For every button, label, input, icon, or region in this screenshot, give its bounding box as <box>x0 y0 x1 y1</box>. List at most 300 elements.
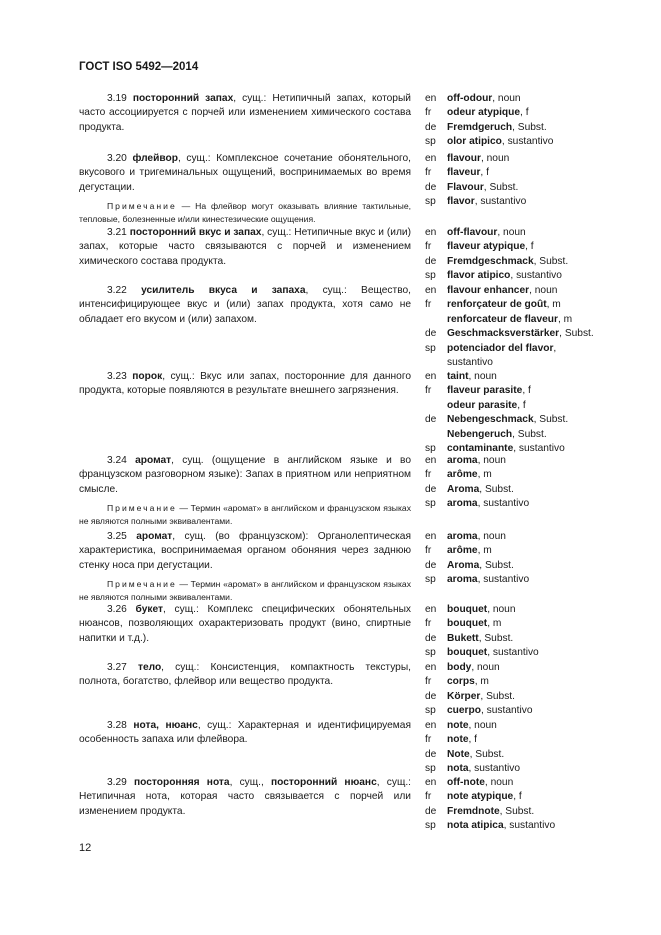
language-code: de <box>425 181 437 193</box>
definition-text: , m <box>477 469 492 481</box>
term-bold: bouquet <box>447 647 488 659</box>
definition-paragraph <box>79 370 411 399</box>
definition-text: , сущ.: Комплексное сочетание обонятельного, вкусового и тригеминальных ощущений, воспринимаемых во время дегустации. <box>79 153 411 193</box>
definition-text: , noun <box>477 531 506 542</box>
definition-text: , noun <box>468 720 497 731</box>
translation-row-en <box>425 661 595 675</box>
definition-text: , Subst. <box>533 414 569 426</box>
term-bold: contaminante <box>447 443 514 455</box>
term-bold: arôme <box>447 545 478 557</box>
note-paragraph <box>79 200 411 226</box>
entry-number: 3.21 <box>107 227 127 238</box>
translation-row-de <box>425 748 595 762</box>
term-bold: flavor atipico <box>447 270 511 282</box>
definition-paragraph <box>79 719 411 748</box>
language-code: de <box>425 414 437 426</box>
definition-text: , сущ.: Характерная и идентифицируемая особенность запаха или флейвора. <box>79 720 411 746</box>
translation-term <box>447 152 595 166</box>
language-code: de <box>425 690 437 702</box>
translation-term <box>447 559 595 573</box>
translation-term <box>447 573 595 587</box>
translation-row-fr <box>425 166 595 180</box>
term-bold: посторонний нюанс <box>270 777 377 788</box>
translation-term <box>447 719 595 733</box>
language-code: sp <box>425 498 436 510</box>
term-bold: flaveur <box>447 167 481 179</box>
definition-paragraph <box>79 530 411 573</box>
definition-text: , f <box>468 734 478 746</box>
translation-term <box>447 327 595 341</box>
term-bold: Aroma <box>447 559 480 571</box>
language-code: sp <box>425 342 436 354</box>
language-code: fr <box>425 241 432 253</box>
term-bold: nota <box>447 763 469 775</box>
translation-term <box>447 284 595 298</box>
language-code: en <box>425 371 437 382</box>
translation-term <box>447 342 595 356</box>
translation-row-en <box>425 776 595 790</box>
term-bold: нота, нюанс <box>133 720 198 731</box>
definition-text: , sustantivo <box>477 574 530 586</box>
note-label: Примечание <box>107 503 177 514</box>
term-bold: off-flavour <box>447 227 498 238</box>
translation-term <box>447 748 595 762</box>
entry-3-19 <box>79 92 411 135</box>
translation-row-sp <box>425 356 595 370</box>
note-label: Примечание <box>107 579 177 590</box>
translation-term <box>447 790 595 804</box>
translation-row-fr <box>425 240 595 254</box>
language-code: sp <box>425 647 436 659</box>
language-code: de <box>425 255 437 267</box>
definition-paragraph <box>79 603 411 646</box>
language-code: fr <box>425 385 432 397</box>
translation-row-sp <box>425 819 595 833</box>
term-bold: note <box>447 720 469 731</box>
term-translations <box>425 776 595 834</box>
translation-row-de <box>425 121 595 135</box>
definition-text: , сущ.: Нетипичные вкус и (или) запах, которые часто связываются с порчей и изменением химического состава продукта. <box>79 227 411 267</box>
translation-row-fr <box>425 790 595 804</box>
translation-row-fr <box>425 733 595 747</box>
definition-text: sustantivo <box>447 357 493 369</box>
term-bold: off-odour <box>447 93 493 104</box>
term-translations <box>425 603 595 661</box>
language-code: en <box>425 93 437 104</box>
definition-text: , sustantivo <box>480 705 533 717</box>
language-code: en <box>425 531 437 542</box>
translation-row-fr <box>425 298 595 312</box>
translation-term <box>447 413 595 427</box>
definition-paragraph <box>79 776 411 819</box>
translation-row-de <box>425 805 595 819</box>
term-bold: cuerpo <box>447 705 481 717</box>
definition-paragraph <box>79 152 411 195</box>
definition-text: , m <box>557 313 573 325</box>
term-bold: aroma <box>447 455 478 466</box>
definition-text: , сущ.: Вкус или запах, посторонние для данного продукта, которые появляются в результате внешнего загрязнения. <box>79 371 411 397</box>
term-bold: aroma <box>447 531 478 542</box>
term-bold: аромат <box>136 531 173 542</box>
definition-text: , sustantivo <box>468 763 521 775</box>
translation-term <box>447 356 595 370</box>
definition-text: , sustantivo <box>510 270 562 282</box>
entry-number: 3.20 <box>107 153 127 164</box>
term-bold: odeur atypique <box>447 107 521 119</box>
definition-text: , сущ.: Нетипичная нота, которая часто связывается с порчей или изменением продукта. <box>79 777 411 817</box>
translation-row-de <box>425 255 595 269</box>
note-label: Примечание <box>107 201 177 212</box>
translation-row-fr <box>425 468 595 482</box>
definition-text: , сущ. (ощущение в английском языке и во французском разговорном языке): Запах в приятном или неприятном смысле. <box>79 455 411 495</box>
translation-term <box>447 819 595 833</box>
definition-text: , Subst. <box>478 632 514 644</box>
language-code: fr <box>425 734 432 746</box>
translation-row-en <box>425 226 595 240</box>
language-code: en <box>425 285 437 296</box>
note-text: — Термин «аромат» в английском и французском языках не являются полными эквивалентами. <box>79 579 411 603</box>
translation-row-de <box>425 327 595 341</box>
term-bold: aroma <box>447 574 478 586</box>
term-bold: note atypique <box>447 791 514 803</box>
term-bold: corps <box>447 676 475 688</box>
translation-term <box>447 454 595 468</box>
document-header: ГОСТ ISO 5492—2014 <box>79 61 199 73</box>
translation-row-fr <box>425 313 595 327</box>
term-translations <box>425 226 595 284</box>
term-bold: flaveur parasite <box>447 385 523 397</box>
translation-term <box>447 255 595 269</box>
entry-number: 3.29 <box>107 777 127 788</box>
translation-row-fr <box>425 675 595 689</box>
entry-number: 3.19 <box>107 93 127 104</box>
definition-text: , Subst. <box>479 483 514 495</box>
language-code: en <box>425 662 437 673</box>
definition-text: , f <box>522 385 531 397</box>
translation-term <box>447 661 595 675</box>
language-code: sp <box>425 820 436 832</box>
term-bold: Aroma <box>447 483 480 495</box>
definition-text: , f <box>517 399 526 411</box>
translation-row-fr <box>425 399 595 413</box>
language-code: fr <box>425 469 432 481</box>
translation-row-de <box>425 690 595 704</box>
term-translations <box>425 92 595 150</box>
term-bold: arôme <box>447 469 478 481</box>
translation-term <box>447 181 595 195</box>
term-bold: off-note <box>447 777 485 788</box>
definition-text: , noun <box>529 285 558 296</box>
term-bold: посторонний запах <box>132 93 234 104</box>
language-code: de <box>425 632 437 644</box>
note-text: — На флейвор могут оказывать влияние тактильные, тепловые, болезненные и/или кинестезические ощущения. <box>79 201 412 225</box>
translation-row-en <box>425 530 595 544</box>
entry-3-27 <box>79 661 411 690</box>
language-code: sp <box>425 763 436 775</box>
language-code: de <box>425 483 437 495</box>
definition-text: , сущ.: Вещество, интенсифицирующее вкус и (или) запах продукта, хотя само не обладает его вкусом и (или) запахом. <box>79 285 411 325</box>
translation-term <box>447 195 595 209</box>
term-bold: body <box>447 662 472 673</box>
translation-term <box>447 603 595 617</box>
term-bold: Geschmacksverstärker <box>447 328 560 340</box>
term-bold: Fremdgeruch <box>447 121 513 133</box>
language-code: fr <box>425 791 432 803</box>
language-code: en <box>425 455 437 466</box>
translation-term <box>447 226 595 240</box>
definition-text: , сущ.: Комплекс специфических обонятельных нюансов, позволяющих охарактеризовать продукт (вино, спиртные напитки и т.д.). <box>79 604 411 644</box>
term-bold: nota atipica <box>447 820 504 832</box>
translation-term <box>447 428 595 442</box>
entry-3-21 <box>79 226 411 269</box>
definition-text: , Subst. <box>479 559 514 571</box>
entry-3-28 <box>79 719 411 748</box>
definition-text: , noun <box>477 455 506 466</box>
translation-row-sp <box>425 704 595 718</box>
definition-paragraph <box>79 226 411 269</box>
entry-number: 3.22 <box>107 285 127 296</box>
translation-row-fr <box>425 617 595 631</box>
language-code: sp <box>425 136 436 148</box>
term-bold: букет <box>135 604 163 615</box>
definition-text: , sustantivo <box>503 820 556 832</box>
translation-row-en <box>425 719 595 733</box>
language-code: en <box>425 604 437 615</box>
entry-3-20 <box>79 152 411 226</box>
entry-number: 3.23 <box>107 371 127 382</box>
translation-row-de <box>425 632 595 646</box>
term-translations <box>425 719 595 777</box>
translation-row-sp <box>425 573 595 587</box>
language-code: fr <box>425 676 432 688</box>
translation-row-sp <box>425 762 595 776</box>
term-bold: усилитель вкуса и запаха <box>141 285 306 296</box>
term-bold: flavour <box>447 153 481 164</box>
translation-row-de <box>425 559 595 573</box>
term-bold: potenciador del flavor <box>447 342 554 354</box>
translation-term <box>447 805 595 819</box>
translation-term <box>447 298 595 312</box>
term-bold: note <box>447 734 469 746</box>
term-translations <box>425 152 595 210</box>
definition-text: , f <box>520 107 529 119</box>
translation-term <box>447 632 595 646</box>
translation-row-en <box>425 92 595 106</box>
term-bold: Fremdgeschmack <box>447 255 534 267</box>
language-code: sp <box>425 574 436 586</box>
language-code: sp <box>425 196 436 208</box>
translation-term <box>447 121 595 135</box>
term-bold: Fremdnote <box>447 805 500 817</box>
translation-term <box>447 106 595 120</box>
translation-row-en <box>425 370 595 384</box>
translation-row-sp <box>425 269 595 283</box>
definition-text: , Subst. <box>512 121 547 133</box>
translation-term <box>447 240 595 254</box>
translation-row-de <box>425 428 595 442</box>
term-bold: Körper <box>447 690 481 702</box>
language-code: en <box>425 777 437 788</box>
note-paragraph <box>79 502 411 528</box>
translation-row-de <box>425 181 595 195</box>
term-translations <box>425 370 595 456</box>
translation-term <box>447 468 595 482</box>
language-code: sp <box>425 705 436 717</box>
definition-text: , sustantivo <box>487 647 539 659</box>
definition-text: , noun <box>471 662 500 673</box>
translation-term <box>447 166 595 180</box>
entry-number: 3.25 <box>107 531 127 542</box>
language-code <box>425 356 447 370</box>
translation-term <box>447 733 595 747</box>
translation-row-sp <box>425 135 595 149</box>
language-code: fr <box>425 618 432 630</box>
language-code: de <box>425 748 437 760</box>
translation-term <box>447 269 595 283</box>
language-code: fr <box>425 299 432 311</box>
translation-row-sp <box>425 497 595 511</box>
definition-text: , m <box>546 299 561 311</box>
translation-row-en <box>425 284 595 298</box>
entry-3-22 <box>79 284 411 327</box>
definition-text: , noun <box>492 93 521 104</box>
language-code <box>425 313 447 327</box>
term-bold: тело <box>137 662 162 673</box>
translation-row-en <box>425 603 595 617</box>
definition-text: , noun <box>480 153 510 164</box>
page-number: 12 <box>79 842 92 854</box>
definition-text: , сущ., <box>229 777 271 788</box>
term-translations <box>425 284 595 370</box>
term-bold: taint <box>447 371 469 382</box>
definition-text: , sustantivo <box>513 443 565 455</box>
translation-term <box>447 135 595 149</box>
language-code: fr <box>425 107 432 119</box>
definition-paragraph <box>79 661 411 690</box>
translation-term <box>447 776 595 790</box>
term-bold: renforcateur de flaveur <box>447 313 558 325</box>
translation-term <box>447 313 595 327</box>
term-bold: aroma <box>447 498 478 510</box>
definition-text: , сущ.: Консистенция, компактность текстуры, полнота, богатство, флейвор или вещество продукта. <box>79 662 411 688</box>
language-code: fr <box>425 545 432 557</box>
definition-text: , m <box>487 618 502 630</box>
entry-3-24 <box>79 454 411 528</box>
definition-text: , noun <box>484 777 514 788</box>
term-translations <box>425 454 595 512</box>
translation-term <box>447 399 595 413</box>
definition-text: , f <box>480 167 489 179</box>
translation-term <box>447 762 595 776</box>
definition-text: , сущ. (во французском): Органолептическая характеристика, воспринимаемая органом обоняния через заднюю стенку носа при дегустации. <box>79 531 411 571</box>
language-code: de <box>425 559 437 571</box>
definition-text: , sustantivo <box>501 136 554 148</box>
language-code: de <box>425 805 437 817</box>
definition-paragraph <box>79 92 411 135</box>
translation-term <box>447 544 595 558</box>
language-code: de <box>425 328 437 340</box>
language-code <box>425 399 447 413</box>
entry-3-25 <box>79 530 411 604</box>
term-bold: посторонняя нота <box>134 777 230 788</box>
entry-number: 3.26 <box>107 604 127 615</box>
language-code: sp <box>425 443 436 455</box>
term-bold: посторонний вкус и запах <box>129 227 262 238</box>
language-code: fr <box>425 167 432 179</box>
term-bold: Note <box>447 748 470 760</box>
language-code: en <box>425 227 437 238</box>
translation-term <box>447 370 595 384</box>
term-bold: флейвор <box>132 153 178 164</box>
translation-row-sp <box>425 646 595 660</box>
note-paragraph <box>79 578 411 604</box>
translation-term <box>447 384 595 398</box>
entry-number: 3.28 <box>107 720 127 731</box>
term-bold: Bukett <box>447 632 479 644</box>
translation-row-fr <box>425 106 595 120</box>
term-bold: flavour enhancer <box>447 285 530 296</box>
term-bold: bouquet <box>447 604 488 615</box>
definition-text: , Subst. <box>483 181 519 193</box>
translation-row-sp <box>425 195 595 209</box>
term-bold: odeur parasite <box>447 399 518 411</box>
translation-term <box>447 704 595 718</box>
definition-text: , sustantivo <box>477 498 530 510</box>
term-bold: аромат <box>135 455 172 466</box>
entry-number: 3.27 <box>107 662 127 673</box>
definition-text: , noun <box>497 227 526 238</box>
translation-term <box>447 675 595 689</box>
translation-row-de <box>425 413 595 427</box>
term-translations <box>425 661 595 719</box>
translation-term <box>447 497 595 511</box>
language-code: sp <box>425 270 436 282</box>
definition-text: , Subst. <box>559 328 594 340</box>
translation-term <box>447 92 595 106</box>
language-code: de <box>425 121 437 133</box>
translation-row-fr <box>425 544 595 558</box>
definition-paragraph <box>79 454 411 497</box>
definition-text: , Subst. <box>469 748 505 760</box>
translation-term <box>447 617 595 631</box>
translation-row-fr <box>425 384 595 398</box>
note-text: — Термин «аромат» в английском и французском языках не являются полными эквивалентами. <box>79 503 411 527</box>
term-bold: flaveur atypique <box>447 241 526 253</box>
term-bold: порок <box>132 371 163 382</box>
term-bold: renforçateur de goût <box>447 299 547 311</box>
entry-3-23 <box>79 370 411 399</box>
definition-text: , сущ.: Нетипичный запах, который часто ассоциируется с порчей или изменением химического состава продукта. <box>79 93 411 133</box>
term-bold: Nebengeschmack <box>447 414 534 426</box>
term-bold: Nebengeruch <box>447 428 513 440</box>
term-bold: olor atipico <box>447 136 502 148</box>
definition-paragraph <box>79 284 411 327</box>
definition-text: , Subst. <box>480 690 515 702</box>
translation-row-de <box>425 483 595 497</box>
translation-row-sp <box>425 342 595 356</box>
definition-text: , Subst. <box>499 805 535 817</box>
translation-row-en <box>425 152 595 166</box>
term-translations <box>425 530 595 588</box>
definition-text: , noun <box>487 604 516 615</box>
term-bold: Flavour <box>447 181 484 193</box>
translation-term <box>447 690 595 704</box>
definition-text: , <box>553 342 557 354</box>
entry-3-29 <box>79 776 411 819</box>
term-bold: flavor <box>447 196 475 208</box>
entry-number: 3.24 <box>107 455 127 466</box>
translation-term <box>447 530 595 544</box>
